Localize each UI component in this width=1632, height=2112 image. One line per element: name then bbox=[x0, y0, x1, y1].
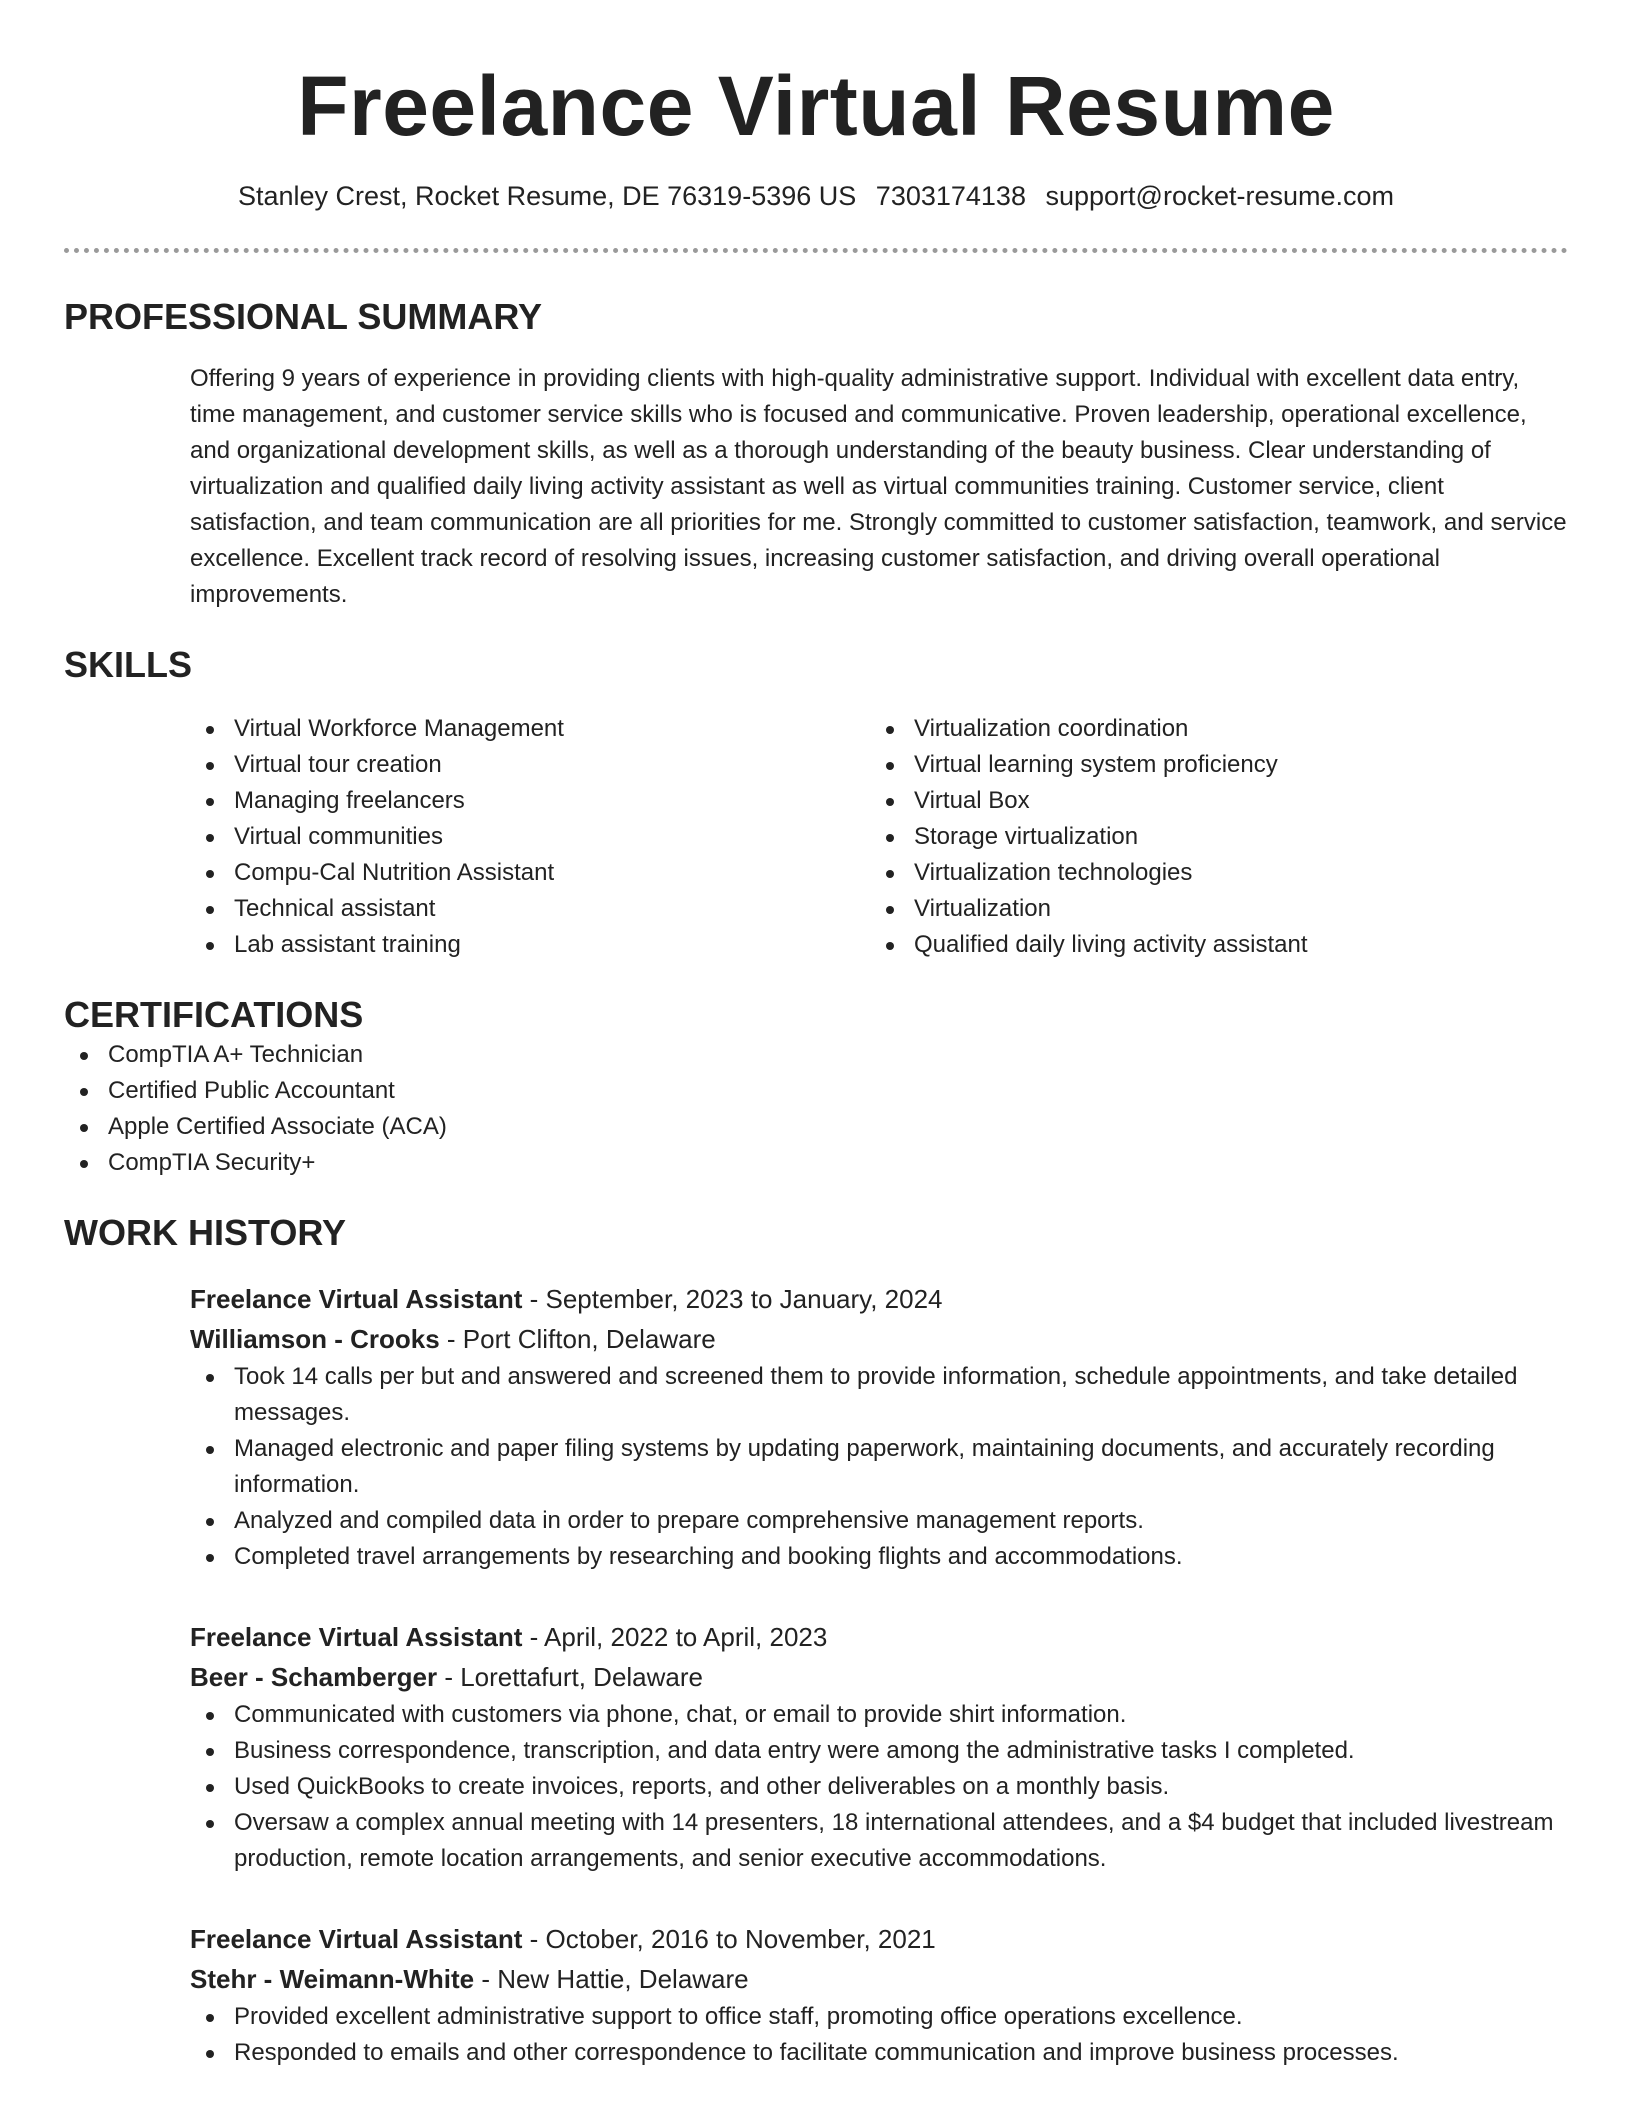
skill-item: Technical assistant bbox=[190, 891, 870, 927]
skill-item: Virtual Workforce Management bbox=[190, 711, 870, 747]
skill-item: Virtual learning system proficiency bbox=[870, 747, 1550, 783]
job-bullet: Used QuickBooks to create invoices, reports, and other deliverables on a monthly basis. bbox=[190, 1769, 1568, 1805]
job-company-line bbox=[190, 1657, 1568, 1697]
job-bullet: Completed travel arrangements by researching and booking flights and accommodations. bbox=[190, 1539, 1568, 1575]
skill-item: Virtualization coordination bbox=[870, 711, 1550, 747]
job-bullets bbox=[190, 1697, 1568, 1877]
skills-list-right bbox=[870, 711, 1550, 963]
summary-heading: PROFESSIONAL SUMMARY bbox=[64, 296, 543, 337]
job-title-line bbox=[190, 1919, 1568, 1959]
job-location: - Lorettafurt, Delaware bbox=[437, 1662, 703, 1692]
skill-item: Compu-Cal Nutrition Assistant bbox=[190, 855, 870, 891]
job-location: - Port Clifton, Delaware bbox=[439, 1324, 716, 1354]
header-divider bbox=[64, 248, 1568, 253]
job-title-line bbox=[190, 1617, 1568, 1657]
resume-page bbox=[64, 0, 1568, 2071]
job-company: Beer - Schamberger bbox=[190, 1662, 438, 1692]
skills-list-left bbox=[190, 711, 870, 963]
summary-text: Offering 9 years of experience in providing clients with high-quality administrative support. Individual with excellent data entry, time management, and customer service skills who is focused and communicative. Proven leadership, operational excellence, and organizational development skills, as well as a thorough understanding of the beauty business. Clear understanding of virtualization and qualified daily living activity assistant as well as virtual communities training. Customer service, client satisfaction, and team communication are all priorities for me. Strongly committed to customer satisfaction, teamwork, and service excellence. Excellent track record of resolving issues, increasing customer satisfaction, and driving overall operational improvements. bbox=[190, 365, 1567, 608]
job-entry bbox=[190, 1919, 1568, 2071]
certifications-list bbox=[64, 1037, 1568, 1181]
skill-item: Virtualization technologies bbox=[870, 855, 1550, 891]
job-title: Freelance Virtual Assistant bbox=[190, 1284, 523, 1314]
skill-item: Virtual Box bbox=[870, 783, 1550, 819]
skill-item: Virtual tour creation bbox=[190, 747, 870, 783]
job-company: Williamson - Crooks bbox=[190, 1324, 440, 1354]
skill-item: Storage virtualization bbox=[870, 819, 1550, 855]
job-bullet: Analyzed and compiled data in order to prepare comprehensive management reports. bbox=[190, 1503, 1568, 1539]
job-title: Freelance Virtual Assistant bbox=[190, 1924, 523, 1954]
job-dates: - October, 2016 to November, 2021 bbox=[522, 1924, 936, 1954]
job-location: - New Hattie, Delaware bbox=[474, 1964, 749, 1994]
job-title: Freelance Virtual Assistant bbox=[190, 1622, 523, 1652]
job-bullet: Provided excellent administrative support to office staff, promoting office operations excellence. bbox=[190, 1999, 1568, 2035]
job-bullet: Responded to emails and other correspondence to facilitate communication and improve business processes. bbox=[190, 2035, 1568, 2071]
job-company: Stehr - Weimann-White bbox=[190, 1964, 475, 1994]
job-bullet: Oversaw a complex annual meeting with 14 presenters, 18 international attendees, and a $4 budget that included livestream production, remote location arrangements, and senior executive accommodations. bbox=[190, 1805, 1568, 1877]
job-bullet: Took 14 calls per but and answered and screened them to provide information, schedule appointments, and take detailed messages. bbox=[190, 1359, 1568, 1431]
resume-title: Freelance Virtual Resume bbox=[297, 59, 1335, 153]
certification-item: CompTIA Security+ bbox=[64, 1145, 1568, 1181]
skills-heading: SKILLS bbox=[64, 644, 193, 685]
job-bullets bbox=[190, 1359, 1568, 1575]
job-title-line bbox=[190, 1279, 1568, 1319]
skill-item: Virtual communities bbox=[190, 819, 870, 855]
skill-item: Virtualization bbox=[870, 891, 1550, 927]
certifications-heading: CERTIFICATIONS bbox=[64, 994, 364, 1035]
job-dates: - September, 2023 to January, 2024 bbox=[522, 1284, 943, 1314]
contact-phone: 7303174138 bbox=[875, 181, 1026, 211]
job-entry bbox=[190, 1617, 1568, 1877]
work-history-heading: WORK HISTORY bbox=[64, 1212, 347, 1253]
contact-email: support@rocket-resume.com bbox=[1045, 181, 1395, 211]
contact-address: Stanley Crest, Rocket Resume, DE 76319-5396 US bbox=[237, 181, 857, 211]
certification-item: Apple Certified Associate (ACA) bbox=[64, 1109, 1568, 1145]
skills-grid bbox=[190, 711, 1568, 963]
job-bullets bbox=[190, 1999, 1568, 2071]
job-bullet: Business correspondence, transcription, and data entry were among the administrative tasks I completed. bbox=[190, 1733, 1568, 1769]
job-company-line bbox=[190, 1319, 1568, 1359]
skill-item: Qualified daily living activity assistant bbox=[870, 927, 1550, 963]
job-company-line bbox=[190, 1959, 1568, 1999]
job-bullet: Communicated with customers via phone, chat, or email to provide shirt information. bbox=[190, 1697, 1568, 1733]
certification-item: CompTIA A+ Technician bbox=[64, 1037, 1568, 1073]
job-bullet: Managed electronic and paper filing systems by updating paperwork, maintaining documents, and accurately recording information. bbox=[190, 1431, 1568, 1503]
contact-line bbox=[64, 178, 1568, 214]
job-dates: - April, 2022 to April, 2023 bbox=[522, 1622, 828, 1652]
skill-item: Managing freelancers bbox=[190, 783, 870, 819]
skill-item: Lab assistant training bbox=[190, 927, 870, 963]
certification-item: Certified Public Accountant bbox=[64, 1073, 1568, 1109]
job-entry bbox=[190, 1279, 1568, 1575]
